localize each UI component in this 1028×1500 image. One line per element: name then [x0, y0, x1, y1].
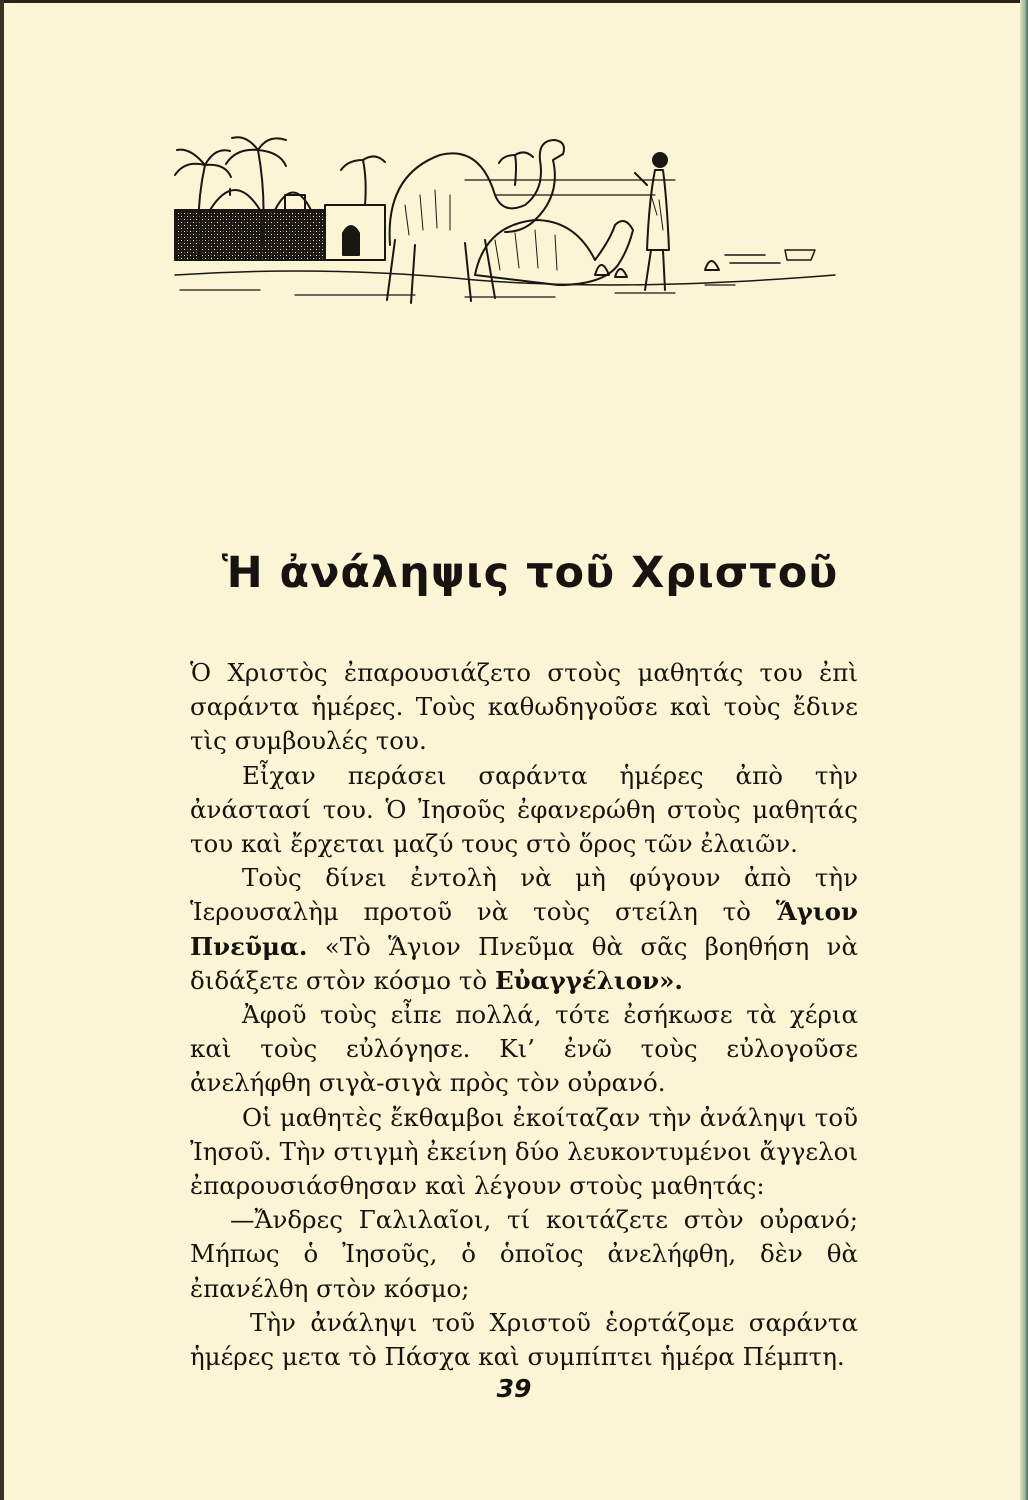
page-number: 39 — [496, 1374, 532, 1403]
domed-buildings — [210, 189, 311, 210]
paragraph-4: Ἀφοῦ τοὺς εἶπε πολλά, τότε ἐσήκωσε τὰ χέρια καὶ τοὺς εὐλόγησε. Κι’ ἐνῶ τοὺς εὐλογοῦσε ἀνελήφθη σιγὰ-σιγὰ πρὸς τὸν οὐρανό. — [190, 1000, 858, 1098]
paragraph-3 — [190, 861, 858, 998]
standing-figure — [635, 153, 669, 290]
paragraph-6-dialogue: —Ἄνδρες Γαλιλαῖοι, τί κοιτάζετε στὸν οὐρανό; Μήπως ὁ Ἰησοῦς, ὁ ὁποῖος ἀνελήφθη, δὲν θὰ ἐπανέλθη στὸν κόσμο; — [190, 1205, 858, 1303]
paragraph-2: Εἶχαν περάσει σαράντα ἡμέρες ἀπὸ τὴν ἀνάστασί του. Ὁ Ἰησοῦς ἐφανερώθη στοὺς μαθητάς του καὶ ἔρχεται μαζύ τους στὸ ὅρος τῶν ἐλαιῶν. — [190, 760, 858, 859]
holy-spirit-bold: Ἅγιον Πνεῦμα. — [190, 897, 858, 961]
desert-scene-illustration — [165, 125, 855, 315]
paragraph-3-text-b: «Τὸ Ἅγιον Πνεῦμα θὰ σᾶς βοηθήση νὰ διδάξετε στὸν κόσμο τὸ — [190, 931, 858, 995]
town-wall — [175, 205, 385, 260]
gospel-bold: Εὐαγγέλιον» — [494, 965, 675, 995]
page-edge-right — [1020, 0, 1028, 1500]
camel — [387, 140, 564, 303]
chapter-title: Ἡ ἀνάληψις τοῦ Χριστοῦ — [221, 548, 839, 598]
paragraph-5: Οἱ μαθητὲς ἔκθαμβοι ἐκοίταζαν τὴν ἀνάληψι τοῦ Ἰησοῦ. Τὴν στιγμὴ ἐκείνη δύο λευκοντυμένοι ἄγγελοι ἐπαρουσιάσθησαν καὶ λέγουν στοὺς μαθητάς: — [190, 1102, 858, 1201]
paragraph-7: Τὴν ἀνάληψι τοῦ Χριστοῦ ἑορτάζομε σαράντα ἡμέρες μετα τὸ Πάσχα καὶ συμπίπτει ἡμέρα Πέμπτη. — [190, 1307, 858, 1372]
page-edge-left — [0, 0, 4, 1500]
paragraph-3-text-a: Τοὺς δίνει ἐντολὴ νὰ μὴ φύγουν ἀπὸ τὴν Ἱερουσαλὴμ προτοῦ νὰ τοὺς στείλη τὸ — [190, 863, 858, 927]
page-edge-top — [0, 0, 1028, 3]
chapter-body — [190, 656, 858, 1374]
paragraph-1: Ὁ Χριστὸς ἐπαρουσιάζετο στοὺς μαθητάς του ἐπὶ σαράντα ἡμέρες. Τοὺς καθωδηγοῦσε καὶ τοὺς ἔδινε τὶς συμβουλές του. — [190, 658, 858, 756]
paragraph-3-text-c: . — [674, 965, 683, 995]
